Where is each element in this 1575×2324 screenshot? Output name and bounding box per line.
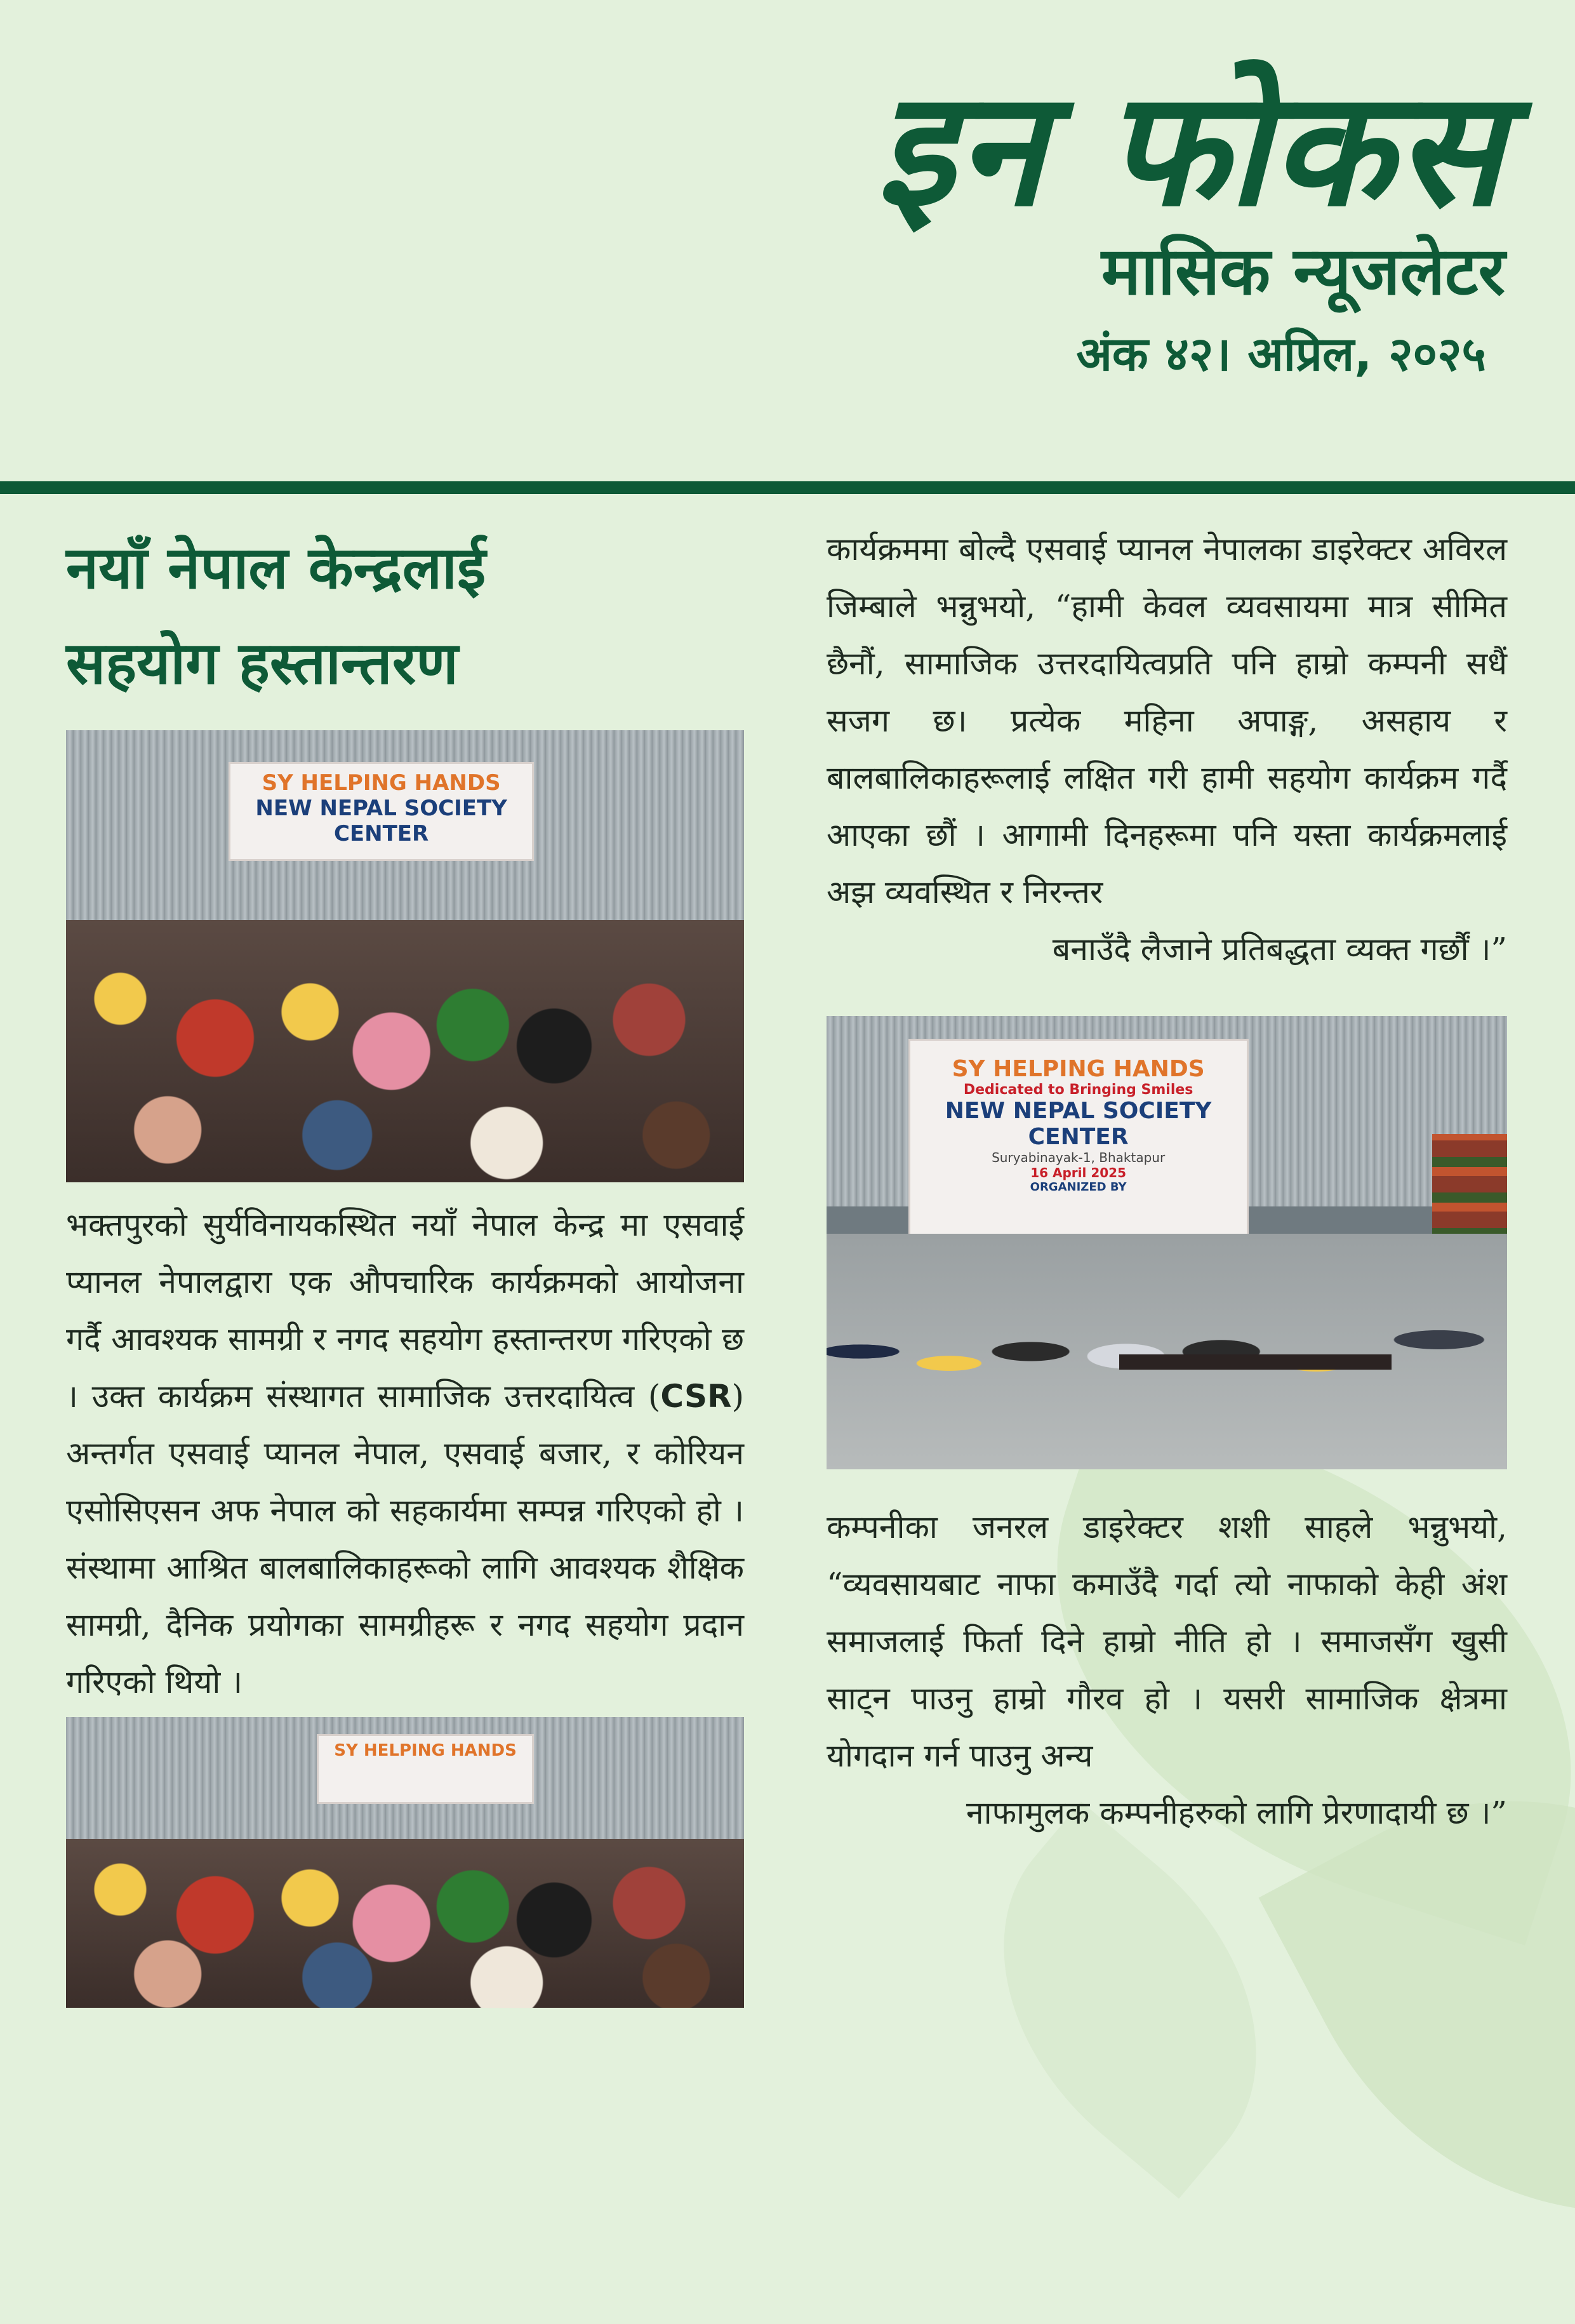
- quote-text: कार्यक्रममा बोल्दै एसवाई प्यानल नेपालका डाइरेक्टर अविरल जिम्बाले भन्नुभयो, “हामी केवल व्यवसायमा मात्र सीमित छैनौं, सामाजिक उत्तरदायित्वप्रति पनि हाम्रो कम्पनी सधैं सजग छ। प्रत्येक महिना अपाङ्ग, असहाय र बालबालिकाहरूलाई लक्षित गरी हामी सहयोग कार्यक्रम गर्दै आएका छौं । आगामी दिनहरूमा पनि यस्ता कार्यक्रमलाई अझ व्यवस्थित र निरन्तर: [827, 531, 1507, 911]
- background-leaf: [926, 1801, 1334, 2198]
- event-banner: [229, 762, 534, 862]
- newsletter-title: इन फोकस: [875, 57, 1505, 241]
- banner-venue: NEW NEPAL SOCIETY CENTER: [255, 795, 507, 846]
- banner-brand: SY HELPING HANDS: [952, 1055, 1205, 1082]
- issue-number: अंक ४२। अप्रिल, २०२५: [1076, 327, 1486, 382]
- masthead: [876, 25, 1505, 383]
- banner-brand: SY HELPING HANDS: [262, 770, 501, 796]
- event-photo: [827, 1016, 1507, 1469]
- director-quote: [827, 521, 1507, 921]
- article-title-line1: नयाँ नेपाल केन्द्रलाई: [66, 534, 486, 602]
- right-column: [827, 521, 1507, 1841]
- banner-brand: SY HELPING HANDS: [334, 1741, 517, 1761]
- banner-date: 16 April 2025: [1030, 1165, 1127, 1180]
- event-table: [1119, 1354, 1392, 1370]
- paragraph-text: ) अन्तर्गत एसवाई प्यानल नेपाल, एसवाई बजार, र कोरियन एसोसिएसन अफ नेपाल को सहकार्यमा सम्पन्न गरिएको हो । संस्थामा आश्रित बालबालिकाहरूको लागि आवश्यक शैक्षिक सामग्री, दैनिक प्रयोगका सामग्रीहरू र नगद सहयोग प्रदान गरिएको थियो ।: [66, 1378, 744, 1700]
- article-title-line2: सहयोग हस्तान्तरण: [66, 629, 458, 697]
- banner-venue: NEW NEPAL SOCIETY CENTER: [945, 1097, 1212, 1150]
- article-title: [66, 521, 744, 711]
- group-photo-wide: [66, 1717, 744, 2008]
- group-photo: [66, 730, 744, 1182]
- article-paragraph: [66, 1196, 744, 1711]
- left-column: [66, 521, 744, 2008]
- csr-abbreviation: CSR: [660, 1378, 732, 1415]
- quote-text: कम्पनीका जनरल डाइरेक्टर शशी साहले भन्नुभयो, “व्यवसायबाट नाफा कमाउँदै गर्दा त्यो नाफाको केही अंश समाजलाई फिर्ता दिने हाम्रो नीति हो । समाजसँग खुसी साट्न पाउनु हाम्रो गौरव हो । यसरी सामाजिक क्षेत्रमा योगदान गर्न पाउनु अन्य: [827, 1509, 1507, 1774]
- newsletter-subtitle: मासिक न्यूजलेटर: [1101, 232, 1505, 310]
- general-director-quote-ending: नाफामुलक कम्पनीहरुको लागि प्रेरणादायी छ ।”: [966, 1794, 1507, 1831]
- general-director-quote: [827, 1499, 1507, 1784]
- header-divider: [0, 481, 1575, 494]
- event-banner: [908, 1039, 1249, 1257]
- banner-tagline: Dedicated to Bringing Smiles: [963, 1081, 1193, 1098]
- paragraph-text: भक्तपुरको सुर्यविनायकस्थित नयाँ नेपाल केन्द्र मा एसवाई प्यानल नेपालद्वारा एक औपचारिक कार्यक्रमको आयोजना गर्दै आवश्यक सामग्री र नगद सहयोग हस्तान्तरण गरिएको छ । उक्त कार्यक्रम संस्थागत सामाजिक उत्तरदायित्व (: [66, 1206, 744, 1415]
- banner-organizer: ORGANIZED BY: [1030, 1180, 1127, 1194]
- banner-place: Suryabinayak-1, Bhaktapur: [992, 1149, 1166, 1165]
- director-quote-ending: बनाउँदै लैजाने प्रतिबद्धता व्यक्त गर्छौं ।”: [1052, 931, 1507, 968]
- event-banner: [317, 1734, 534, 1804]
